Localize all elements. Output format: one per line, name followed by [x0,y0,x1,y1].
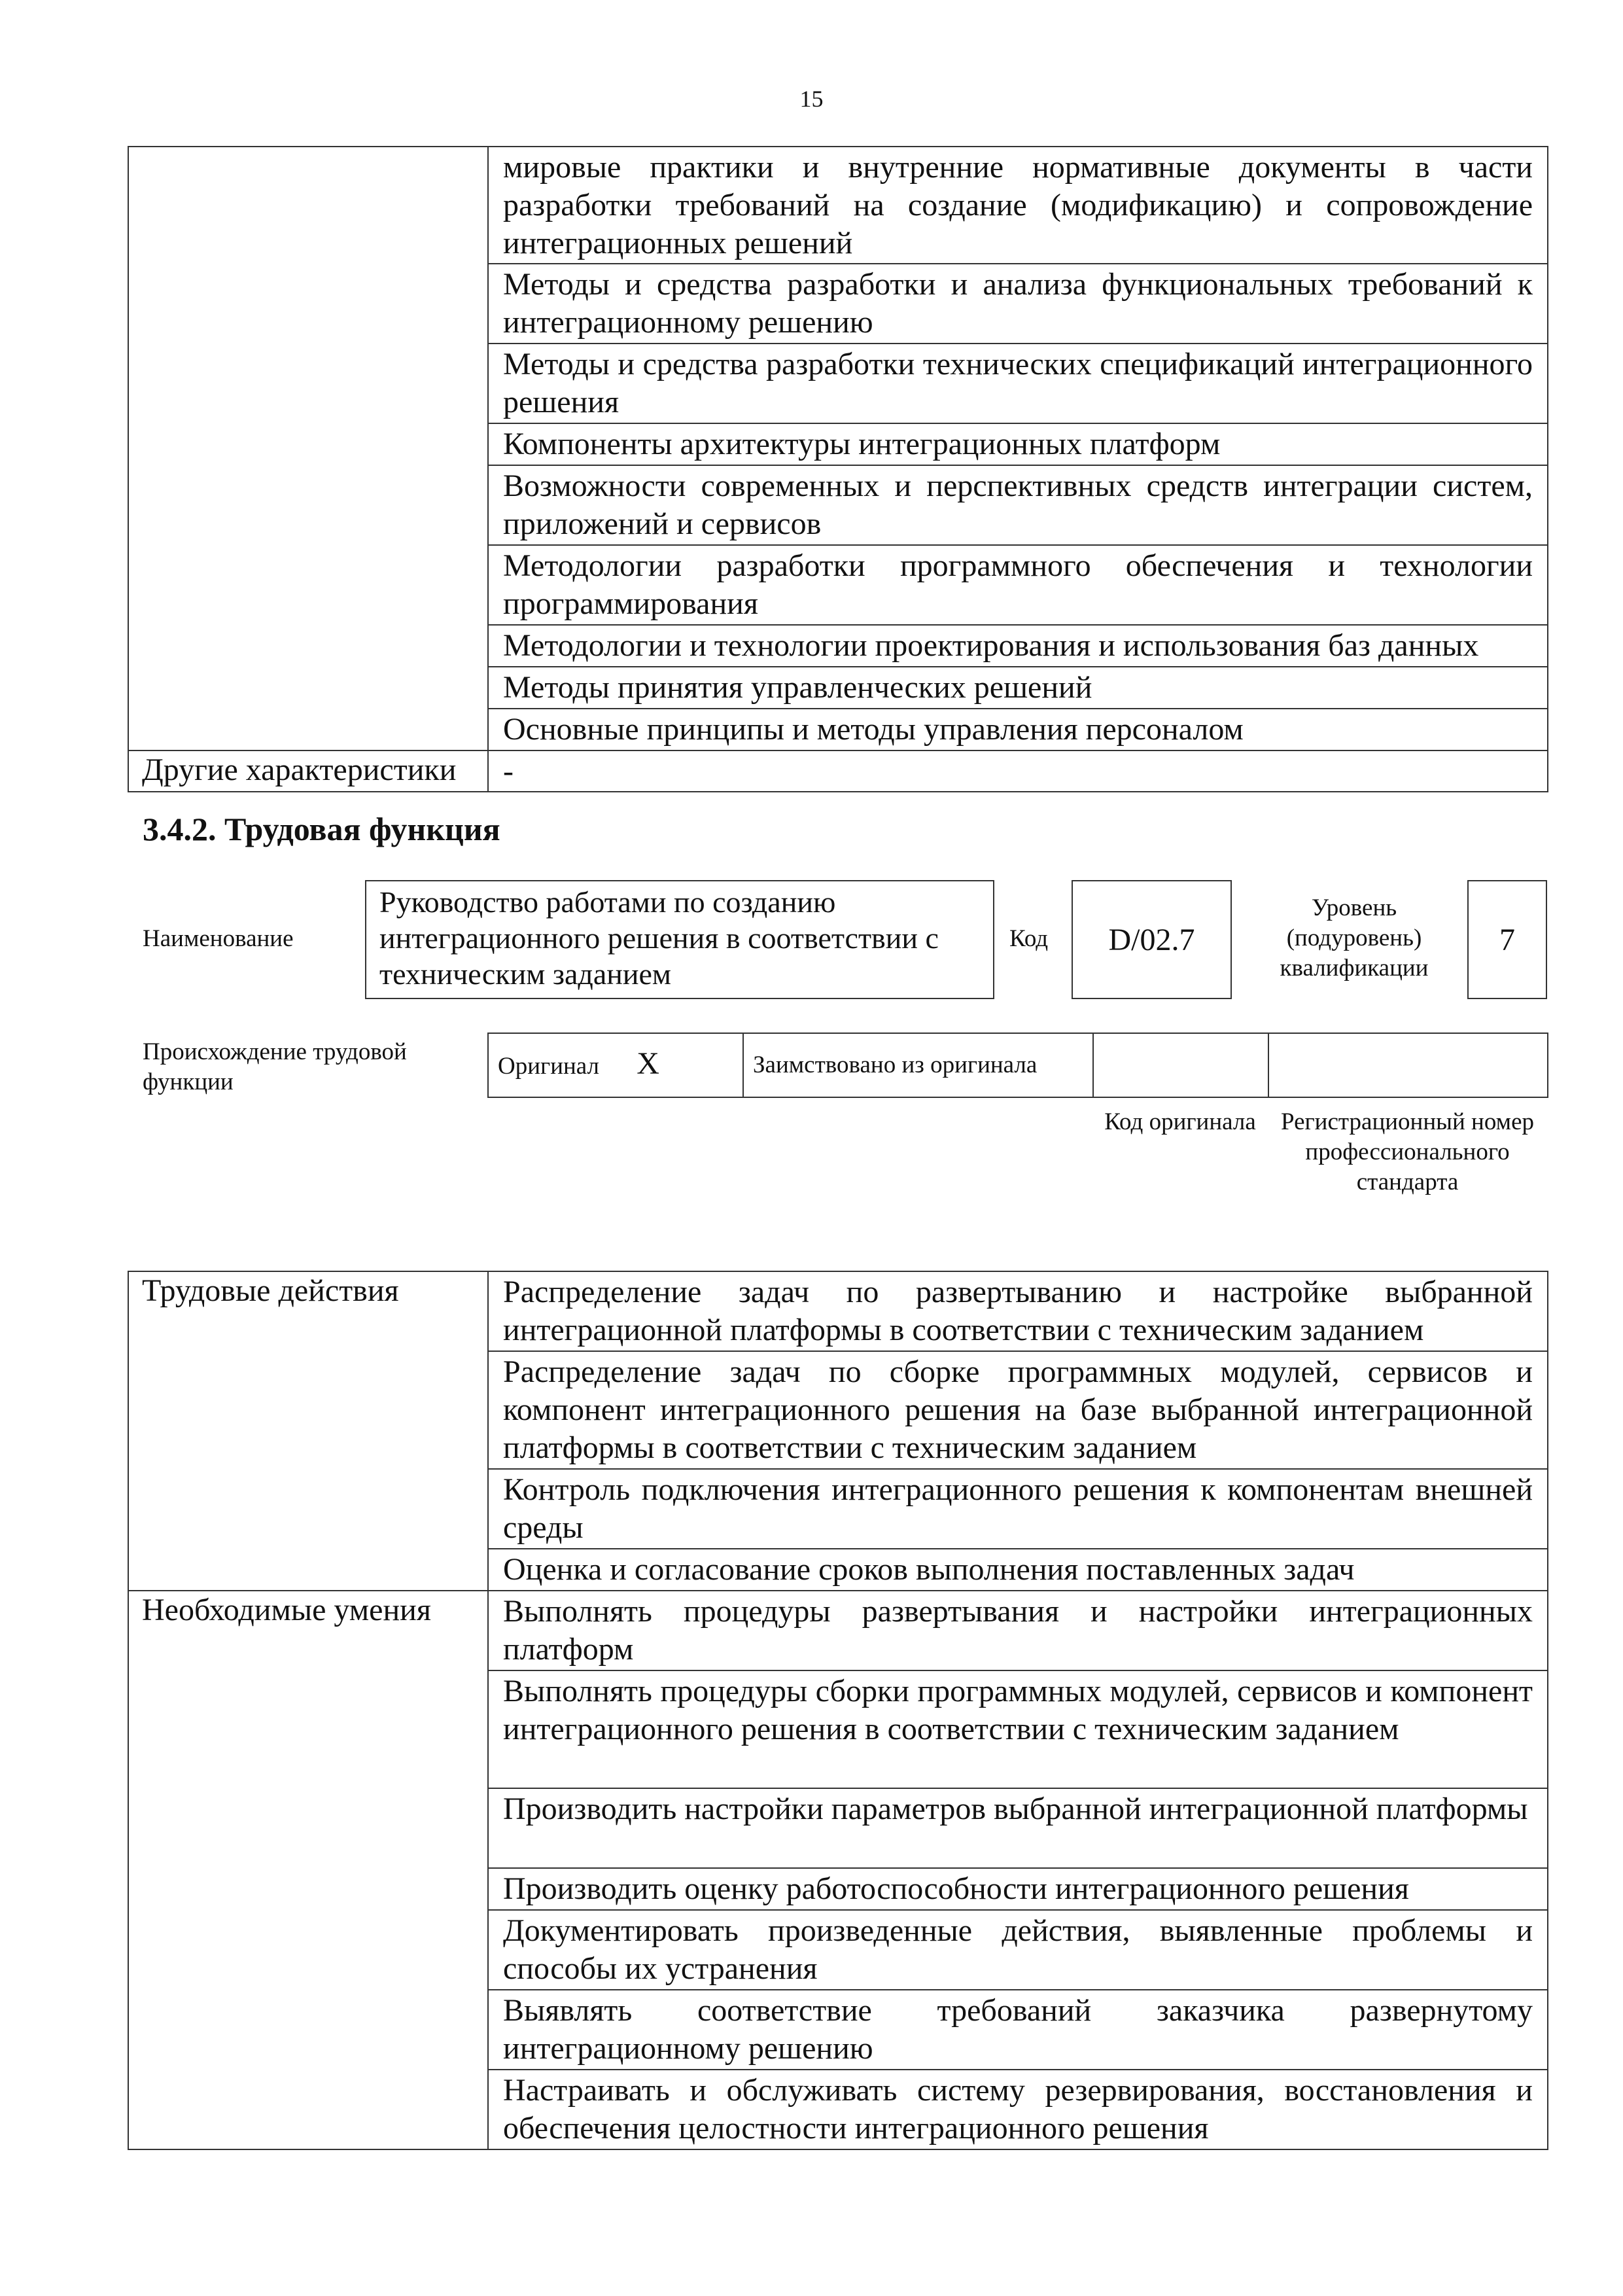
original-label: Оригинал [498,1053,600,1080]
level-box: 7 [1467,880,1547,999]
knowledge-item: Возможности современных и перспективных средств интеграции систем, приложений и сервисов [488,465,1548,545]
skill-item: Выполнять процедуры сборки программных модулей, сервисов и компонент интеграционного решения в соответствии с техническим заданием [488,1670,1548,1788]
level-label: Уровень (подуровень) квалификации [1280,894,1429,981]
skill-item: Выполнять процедуры развертывания и настройки интеграционных платформ [488,1591,1548,1670]
original-code-cell [1093,1033,1268,1097]
knowledge-table [128,146,1548,792]
code-label: Код [1009,925,1049,952]
function-name-box: Руководство работами по созданию интеграционного решения в соответствии с техническим заданием [365,880,994,999]
origin-original-cell [488,1033,743,1097]
table-cell-empty [128,147,488,751]
skill-item: Настраивать и обслуживать систему резервирования, восстановления и обеспечения целостности интеграционного решения [488,2070,1548,2149]
knowledge-item: Основные принципы и методы управления персоналом [488,709,1548,751]
knowledge-item: Методы принятия управленческих решений [488,667,1548,709]
action-item: Оценка и согласование сроков выполнения поставленных задач [488,1549,1548,1591]
knowledge-item: мировые практики и внутренние нормативные документы в части разработки требований на создание (модификацию) и сопровождение интеграционных решений [488,147,1548,264]
reg-number-caption: Регистрационный номер профессионального стандарта [1280,1108,1534,1195]
function-code-box: D/02.7 [1072,880,1232,999]
skills-label: Необходимые умения [128,1591,488,2149]
original-code-caption: Код оригинала [1104,1108,1256,1135]
origin-table [487,1033,1548,1098]
knowledge-item: Методы и средства разработки и анализа функциональных требований к интеграционному решению [488,264,1548,344]
skill-item: Производить оценку работоспособности интеграционного решения [488,1868,1548,1910]
page-number: 15 [799,86,824,112]
knowledge-item: Компоненты архитектуры интеграционных платформ [488,423,1548,465]
skill-item: Выявлять соответствие требований заказчика развернутому интеграционному решению [488,1990,1548,2070]
table-row [128,751,1548,792]
other-characteristics-label: Другие характеристики [128,751,488,792]
table-row [128,147,1548,264]
actions-label: Трудовые действия [128,1271,488,1591]
reg-number-cell [1268,1033,1548,1097]
action-item: Распределение задач по развертыванию и настройке выбранной интеграционной платформы в соответствии с техническим заданием [488,1271,1548,1351]
skill-item: Документировать произведенные действия, выявленные проблемы и способы их устранения [488,1910,1548,1990]
table-row [128,1591,1548,1670]
actions-skills-table [128,1271,1548,2150]
table-row [488,1033,1548,1097]
section-title: 3.4.2. Трудовая функция [143,811,500,847]
action-item: Распределение задач по сборке программных модулей, сервисов и компонент интеграционного решения на базе выбранной интеграционной платформы в соответствии с техническим заданием [488,1351,1548,1469]
original-mark: X [637,1046,659,1081]
other-characteristics-value: - [488,751,1548,792]
origin-label: Происхождение трудовой функции [143,1038,407,1095]
action-item: Контроль подключения интеграционного решения к компонентам внешней среды [488,1469,1548,1549]
table-row [128,1271,1548,1351]
knowledge-item: Методологии разработки программного обеспечения и технологии программирования [488,545,1548,625]
borrowed-label: Заимствовано из оригинала [743,1033,1093,1097]
knowledge-item: Методологии и технологии проектирования и использования баз данных [488,625,1548,667]
knowledge-item: Методы и средства разработки технических спецификаций интеграционного решения [488,344,1548,423]
name-label: Наименование [143,925,294,952]
skill-item: Производить настройки параметров выбранной интеграционной платформы [488,1788,1548,1868]
